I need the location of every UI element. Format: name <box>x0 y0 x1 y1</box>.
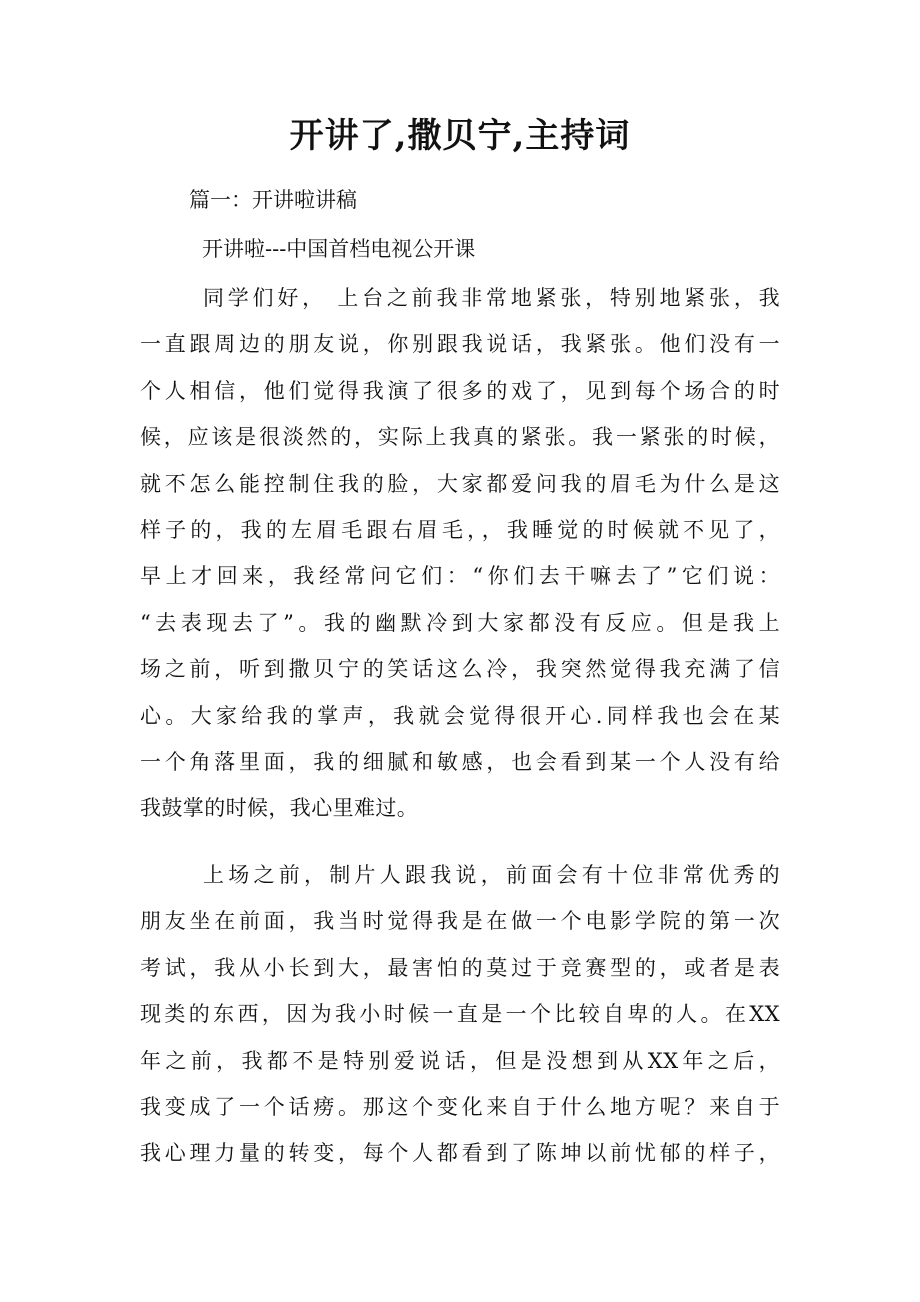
paragraph-1-line: 一个角落里面，我的细腻和敏感，也会看到某一个人没有给 <box>140 749 780 774</box>
paragraph-2-line: 朋友坐在前面，我当时觉得我是在做一个电影学院的第一次 <box>140 909 780 934</box>
course-title: 开讲啦---中国首档电视公开课 <box>202 237 476 261</box>
paragraph-1-line: “去表现去了”。我的幽默冷到大家都没有反应。但是我上 <box>140 610 780 635</box>
paragraph-1-line: 同学们好， 上台之前我非常地紧张，特别地紧张，我 <box>203 286 780 310</box>
paragraph-1-line: 早上才回来，我经常问它们：“你们去干嘛去了”它们说： <box>140 564 780 589</box>
paragraph-2-line: 上场之前，制片人跟我说，前面会有十位非常优秀的 <box>203 863 780 887</box>
paragraph-1-line: 候，应该是很淡然的，实际上我真的紧张。我一紧张的时候， <box>140 425 780 450</box>
paragraph-1-line: 场之前，听到撒贝宁的笑话这么冷，我突然觉得我充满了信 <box>140 657 780 682</box>
paragraph-2 <box>140 852 780 1177</box>
paragraph-1 <box>140 275 780 832</box>
paragraph-2-line: 我变成了一个话痨。那这个变化来自于什么地方呢？来自于 <box>140 1094 780 1119</box>
paragraph-2-line: 年之前，我都不是特别爱说话，但是没想到从XX年之后， <box>140 1048 780 1073</box>
paragraph-1-line: 就不怎么能控制住我的脸，大家都爱问我的眉毛为什么是这 <box>140 471 780 496</box>
paragraph-1-line: 我鼓掌的时候，我心里难过。 <box>140 796 419 821</box>
paragraph-2-line: 我心理力量的转变，每个人都看到了陈坤以前忧郁的样子， <box>140 1141 780 1166</box>
document-title: 开讲了,撒贝宁,主持词 <box>289 116 631 156</box>
paragraph-1-line: 一直跟周边的朋友说，你别跟我说话，我紧张。他们没有一 <box>140 332 780 357</box>
paragraph-2-line: 考试，我从小长到大，最害怕的莫过于竞赛型的，或者是表 <box>140 955 780 980</box>
paragraph-1-line: 个人相信，他们觉得我演了很多的戏了，见到每个场合的时 <box>140 378 780 403</box>
paragraph-2-line: 现类的东西，因为我小时候一直是一个比较自卑的人。在XX <box>140 1002 780 1027</box>
paragraph-1-line: 样子的，我的左眉毛跟右眉毛，，我睡觉的时候就不见了， <box>140 517 780 542</box>
paragraph-1-line: 心。大家给我的掌声，我就会觉得很开心.同样我也会在某 <box>140 703 780 728</box>
section-heading: 篇一：开讲啦讲稿 <box>189 188 357 212</box>
